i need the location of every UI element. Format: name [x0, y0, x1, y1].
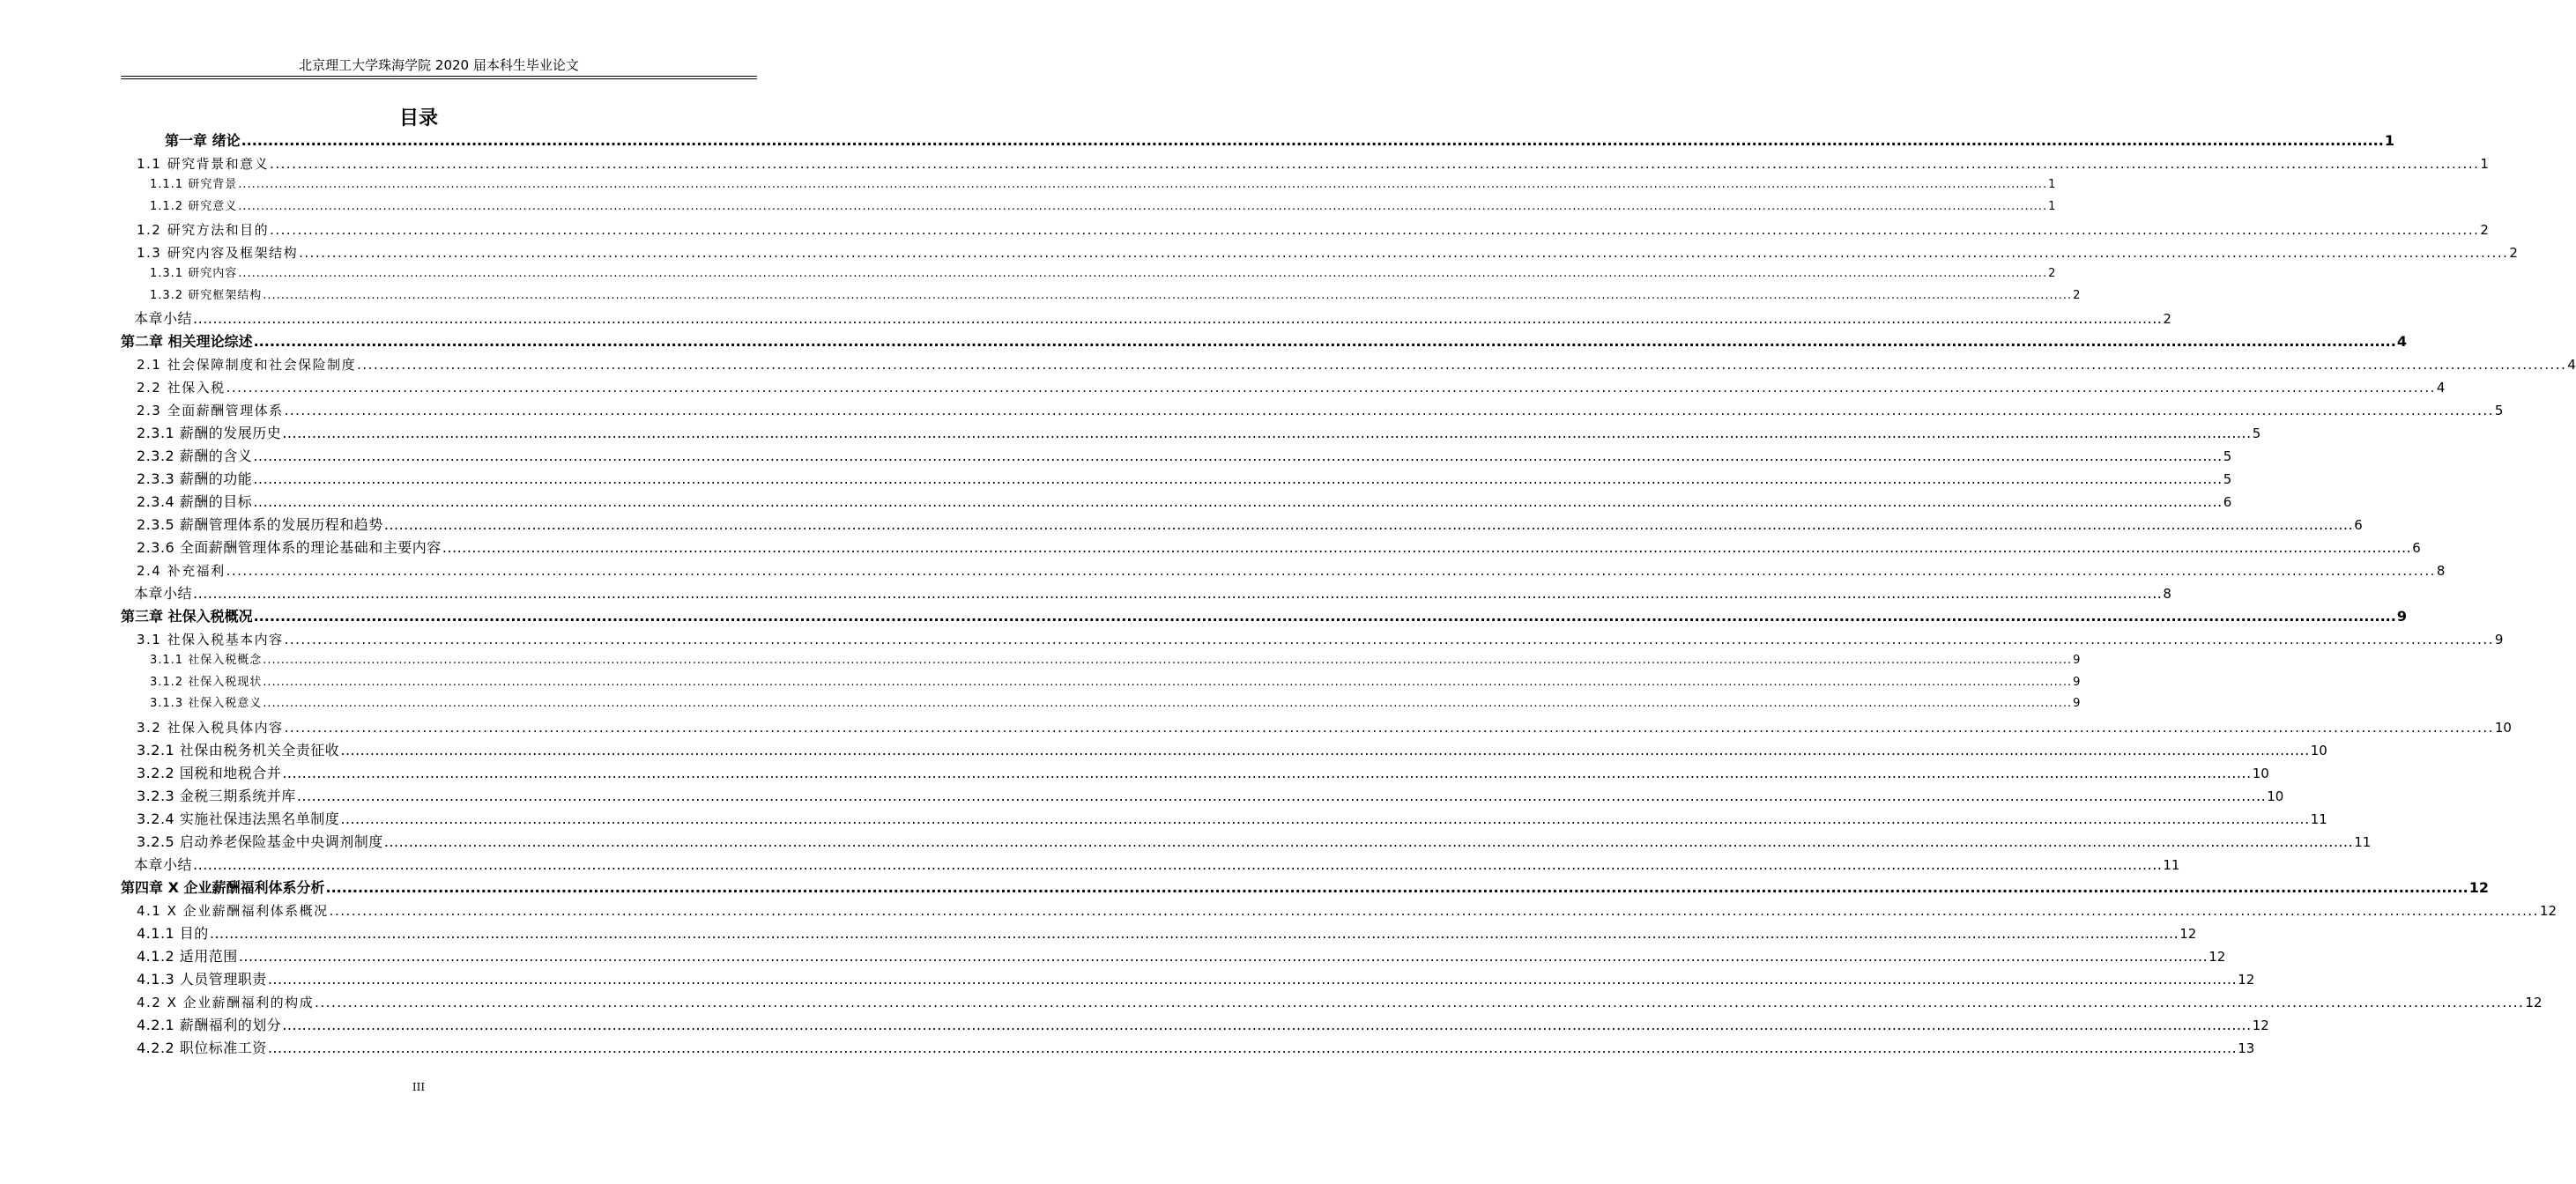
toc-entry[interactable]	[137, 376, 2446, 399]
toc-entry-label: 4.2.2 职位标准工资	[137, 1039, 267, 1056]
toc-leader-dots: ................................................................................................................................................................................................................................................................................................................................................................................................................	[241, 132, 2384, 149]
toc-leader-dots: ................................................................................................................................................................................................................................................................................................................................................................................................................	[284, 719, 2494, 736]
toc-leader-dots: ................................................................................................................................................................................................................................................................................................................................................................................................................	[270, 222, 2480, 238]
toc-leader-dots: ................................................................................................................................................................................................................................................................................................................................................................................................................	[299, 245, 2509, 261]
toc-entry-label: 2.4 补充福利	[137, 563, 226, 579]
toc-entry[interactable]	[137, 922, 2197, 945]
toc-entry[interactable]	[150, 673, 2081, 692]
toc-entry-page: 12	[2179, 925, 2197, 942]
toc-entry-page: 10	[2267, 788, 2284, 804]
toc-entry-page: 1	[2048, 178, 2056, 191]
toc-entry-label: 1.1 研究背景和意义	[137, 156, 270, 172]
toc-entry-label: 4.1.3 人员管理职责	[137, 970, 267, 988]
toc-entry[interactable]	[137, 628, 2504, 651]
toc-leader-dots: ................................................................................................................................................................................................................................................................................................................................................................................................................	[263, 697, 2073, 710]
toc-entry-page: 12	[2468, 878, 2489, 896]
toc-entry-label: 第一章 绪论	[165, 132, 241, 149]
toc-leader-dots: ................................................................................................................................................................................................................................................................................................................................................................................................................	[340, 810, 2310, 827]
toc-entry[interactable]	[137, 785, 2284, 808]
toc-entry[interactable]	[137, 762, 2269, 785]
toc-entry-label: 第二章 相关理论综述	[121, 333, 253, 350]
toc-chapter-entry[interactable]	[121, 605, 2407, 628]
toc-entry-page: 11	[2163, 856, 2180, 873]
toc-entry-label: 2.1 社会保障制度和社会保险制度	[137, 357, 357, 373]
toc-entry-page: 5	[2223, 471, 2232, 487]
toc-entry[interactable]	[134, 307, 2171, 330]
toc-entry-label: 2.3.5 薪酬管理体系的发展历程和趋势	[137, 516, 383, 533]
toc-entry-label: 2.3.4 薪酬的目标	[137, 493, 253, 510]
toc-entry-page: 11	[2310, 810, 2327, 827]
toc-entry-label: 2.3.6 全面薪酬管理体系的理论基础和主要内容	[137, 539, 442, 556]
toc-leader-dots: ................................................................................................................................................................................................................................................................................................................................................................................................................	[270, 156, 2480, 172]
toc-leader-dots: ................................................................................................................................................................................................................................................................................................................................................................................................................	[263, 654, 2073, 667]
toc-leader-dots: ................................................................................................................................................................................................................................................................................................................................................................................................................	[296, 787, 2267, 804]
toc-entry[interactable]	[150, 197, 2056, 217]
toc-entry-page: 6	[2354, 517, 2363, 533]
toc-entry-page: 2	[2480, 222, 2489, 238]
toc-leader-dots: ................................................................................................................................................................................................................................................................................................................................................................................................................	[383, 832, 2354, 850]
toc-entry-label: 4.2.1 薪酬福利的划分	[137, 1016, 282, 1033]
toc-leader-dots: ................................................................................................................................................................................................................................................................................................................................................................................................................	[284, 403, 2494, 418]
toc-entry-page: 1	[2480, 156, 2489, 172]
toc-entry[interactable]	[134, 854, 2180, 877]
toc-entry[interactable]	[137, 739, 2327, 762]
toc-entry-label: 2.3.3 薪酬的功能	[137, 470, 253, 487]
toc-entry-label: 3.2.5 启动养老保险基金中央调剂制度	[137, 832, 383, 850]
toc-entry[interactable]	[134, 582, 2171, 605]
toc-leader-dots: ................................................................................................................................................................................................................................................................................................................................................................................................................	[357, 357, 2567, 373]
toc-leader-dots: ................................................................................................................................................................................................................................................................................................................................................................................................................	[253, 333, 2396, 350]
toc-entry-label: 1.1.2 研究意义	[150, 199, 238, 213]
toc-leader-dots: ................................................................................................................................................................................................................................................................................................................................................................................................................	[383, 516, 2354, 533]
toc-leader-dots: ................................................................................................................................................................................................................................................................................................................................................................................................................	[238, 199, 2048, 213]
toc-entry[interactable]	[150, 286, 2081, 306]
toc-entry-label: 1.3.1 研究内容	[150, 267, 238, 280]
toc-entry[interactable]	[137, 968, 2255, 991]
toc-entry[interactable]	[137, 152, 2489, 175]
running-header: 北京理工大学珠海学院 2020 届本科生毕业论文	[299, 57, 579, 73]
toc-chapter-entry[interactable]	[121, 877, 2489, 899]
toc-entry-label: 本章小结	[134, 310, 193, 327]
toc-entry-page: 10	[2494, 719, 2512, 736]
toc-entry-label: 2.3.1 薪酬的发展历史	[137, 425, 282, 441]
toc-entry-label: 3.2.3 金税三期系统并库	[137, 787, 296, 804]
toc-entry-page: 12	[2539, 902, 2557, 919]
toc-leader-dots: ................................................................................................................................................................................................................................................................................................................................................................................................................	[442, 539, 2412, 556]
toc-entry-page: 13	[2238, 1040, 2255, 1056]
toc-entry-label: 4.2 X 企业薪酬福利的构成	[137, 994, 315, 1010]
toc-leader-dots: ................................................................................................................................................................................................................................................................................................................................................................................................................	[238, 267, 2048, 280]
toc-entry-page: 9	[2073, 675, 2081, 689]
toc-entry-label: 本章小结	[134, 855, 193, 873]
toc-entry-label: 3.1.1 社保入税概念	[150, 654, 263, 667]
toc-entry-page: 2	[2048, 267, 2056, 280]
toc-entry-label: 2.3 全面薪酬管理体系	[137, 403, 284, 418]
toc-entry[interactable]	[150, 651, 2081, 670]
toc-entry-page: 2	[2509, 245, 2518, 261]
toc-entry[interactable]	[137, 1037, 2255, 1060]
toc-leader-dots: ................................................................................................................................................................................................................................................................................................................................................................................................................	[284, 632, 2494, 648]
toc-entry-label: 1.1.1 研究背景	[150, 178, 238, 191]
toc-entry-page: 2	[2073, 288, 2081, 302]
toc-leader-dots: ................................................................................................................................................................................................................................................................................................................................................................................................................	[238, 178, 2048, 191]
toc-leader-dots: ................................................................................................................................................................................................................................................................................................................................................................................................................	[193, 585, 2163, 602]
toc-entry-label: 2.2 社保入税	[137, 380, 226, 396]
toc-entry[interactable]	[150, 264, 2056, 284]
toc-entry-page: 2	[2163, 311, 2171, 327]
toc-entry-label: 1.2 研究方法和目的	[137, 222, 270, 238]
toc-entry[interactable]	[137, 945, 2226, 968]
toc-entry-label: 3.1 社保入税基本内容	[137, 632, 284, 648]
toc-leader-dots: ................................................................................................................................................................................................................................................................................................................................................................................................................	[329, 902, 2539, 919]
toc-entry[interactable]	[137, 514, 2363, 536]
toc-entry[interactable]	[137, 353, 2576, 376]
toc-leader-dots: ................................................................................................................................................................................................................................................................................................................................................................................................................	[263, 675, 2073, 689]
toc-leader-dots: ................................................................................................................................................................................................................................................................................................................................................................................................................	[267, 970, 2238, 988]
toc-entry-page: 12	[2238, 971, 2255, 988]
toc-entry[interactable]	[137, 491, 2232, 514]
toc-entry[interactable]	[137, 241, 2518, 264]
toc-entry-page: 10	[2310, 742, 2327, 758]
toc-entry-label: 4.1 X 企业薪酬福利体系概况	[137, 902, 329, 919]
toc-leader-dots: ................................................................................................................................................................................................................................................................................................................................................................................................................	[340, 741, 2310, 758]
toc-entry-page: 4	[2396, 333, 2407, 350]
toc-leader-dots: ................................................................................................................................................................................................................................................................................................................................................................................................................	[238, 947, 2209, 965]
toc-entry[interactable]	[137, 468, 2232, 491]
toc-entry-page: 12	[2209, 948, 2226, 965]
toc-entry-page: 1	[2384, 132, 2394, 149]
toc-entry-page: 5	[2494, 403, 2504, 418]
toc-entry-page: 1	[2048, 199, 2056, 213]
toc-entry[interactable]	[137, 536, 2421, 559]
toc-entry-page: 8	[2163, 586, 2171, 602]
toc-leader-dots: ................................................................................................................................................................................................................................................................................................................................................................................................................	[209, 924, 2179, 942]
toc-entry-page: 12	[2525, 994, 2543, 1010]
toc-entry[interactable]	[137, 218, 2489, 241]
toc-leader-dots: ................................................................................................................................................................................................................................................................................................................................................................................................................	[253, 448, 2223, 464]
toc-entry-label: 3.2.2 国税和地税合并	[137, 764, 282, 781]
toc-entry[interactable]	[150, 694, 2081, 714]
toc-entry-label: 3.2.4 实施社保违法黑名单制度	[137, 810, 340, 827]
toc-leader-dots: ................................................................................................................................................................................................................................................................................................................................................................................................................	[282, 764, 2252, 781]
toc-entry-label: 1.3.2 研究框架结构	[150, 288, 263, 302]
toc-leader-dots: ................................................................................................................................................................................................................................................................................................................................................................................................................	[315, 994, 2525, 1010]
toc-entry[interactable]	[137, 991, 2543, 1014]
toc-entry-page: 6	[2412, 540, 2421, 556]
toc-entry-label: 4.1.1 目的	[137, 924, 209, 942]
toc-leader-dots: ................................................................................................................................................................................................................................................................................................................................................................................................................	[267, 1039, 2238, 1056]
toc-leader-dots: ................................................................................................................................................................................................................................................................................................................................................................................................................	[253, 470, 2223, 487]
toc-leader-dots: ................................................................................................................................................................................................................................................................................................................................................................................................................	[193, 310, 2163, 327]
toc-leader-dots: ................................................................................................................................................................................................................................................................................................................................................................................................................	[253, 608, 2396, 625]
toc-entry-label: 4.1.2 适用范围	[137, 947, 238, 965]
toc-entry-page: 8	[2436, 563, 2446, 579]
toc-leader-dots: ................................................................................................................................................................................................................................................................................................................................................................................................................	[263, 288, 2073, 302]
toc-entry-label: 3.2.1 社保由税务机关全责征收	[137, 741, 340, 758]
toc-entry-page: 4	[2567, 357, 2576, 373]
toc-leader-dots: ................................................................................................................................................................................................................................................................................................................................................................................................................	[253, 493, 2223, 510]
page-number: III	[412, 1081, 426, 1093]
toc-entry[interactable]	[137, 899, 2557, 922]
toc-chapter-entry[interactable]	[165, 130, 2394, 152]
toc-entry[interactable]	[137, 1014, 2269, 1037]
toc-leader-dots: ................................................................................................................................................................................................................................................................................................................................................................................................................	[325, 878, 2468, 896]
toc-leader-dots: ................................................................................................................................................................................................................................................................................................................................................................................................................	[193, 855, 2163, 873]
toc-entry-label: 3.1.3 社保入税意义	[150, 697, 263, 710]
toc-leader-dots: ................................................................................................................................................................................................................................................................................................................................................................................................................	[282, 1016, 2252, 1033]
toc-entry-page: 5	[2223, 448, 2232, 464]
toc-entry[interactable]	[137, 422, 2261, 445]
toc-leader-dots: ................................................................................................................................................................................................................................................................................................................................................................................................................	[282, 425, 2252, 441]
toc-entry[interactable]	[137, 445, 2232, 468]
toc-chapter-entry[interactable]	[121, 330, 2407, 353]
toc-entry-page: 9	[2073, 697, 2081, 710]
toc-entry[interactable]	[137, 716, 2512, 739]
toc-leader-dots: ................................................................................................................................................................................................................................................................................................................................................................................................................	[226, 380, 2436, 396]
toc-leader-dots: ................................................................................................................................................................................................................................................................................................................................................................................................................	[226, 563, 2436, 579]
toc-entry-label: 第四章 X 企业薪酬福利体系分析	[121, 878, 325, 896]
toc-entry-label: 第三章 社保入税概况	[121, 608, 253, 625]
toc-entry-page: 4	[2436, 380, 2446, 396]
toc-entry[interactable]	[137, 399, 2504, 422]
toc-entry-page: 6	[2223, 494, 2232, 510]
toc-entry-label: 3.1.2 社保入税现状	[150, 675, 263, 689]
toc-entry-page: 9	[2396, 608, 2407, 625]
toc-entry-page: 10	[2252, 765, 2269, 781]
toc-entry[interactable]	[137, 831, 2372, 854]
toc-entry-page: 9	[2494, 632, 2504, 648]
toc-entry[interactable]	[150, 175, 2056, 195]
toc-entry[interactable]	[137, 808, 2327, 831]
toc-entry-label: 3.2 社保入税具体内容	[137, 719, 284, 736]
toc-entry-page: 5	[2252, 426, 2261, 441]
toc-entry-page: 11	[2354, 833, 2372, 850]
toc-entry-label: 2.3.2 薪酬的含义	[137, 448, 253, 464]
toc-title: 目录	[398, 107, 438, 130]
toc-entry[interactable]	[137, 559, 2446, 582]
toc-entry-page: 9	[2073, 654, 2081, 667]
toc-entry-label: 本章小结	[134, 585, 193, 602]
toc-entry-page: 12	[2252, 1017, 2269, 1033]
toc-entry-label: 1.3 研究内容及框架结构	[137, 245, 299, 261]
